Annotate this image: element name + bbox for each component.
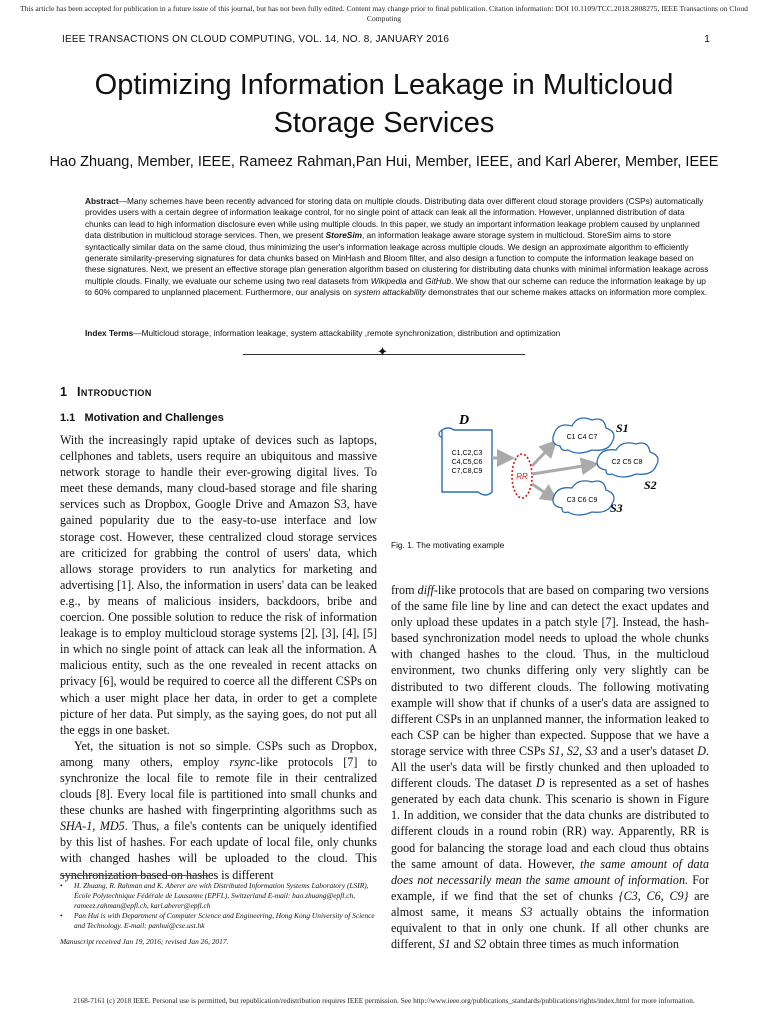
cloud-s1-label: S1 [616,421,629,435]
paragraph: Yet, the situation is not so simple. CSPs such as Dropbox, among many others, employ rsync-like protocols [7] to synchronize the local file to remote file in their centralized clouds [8]. Every local file is partitioned into small chunks and these chunks are hashed with fingerprinting algorithms such as SHA-1, MD5. Thus, a file's contents can be uniquely identified by this list of hashes. For each update of local file, only chunks with changed hashes will be uploaded to the cloud. This synchronization based on hashes is different [60,738,377,882]
copyright-footer: 2168-7161 (c) 2018 IEEE. Personal use is permitted, but republication/redistribution requires IEEE permission. See http://www.ieee.org/publications_standards/publications/rights/index.html for more information. [73,996,695,1005]
doc-chunks-line: C7,C8,C9 [451,468,483,475]
doc-chunks-line: C1,C2,C3 [451,450,483,457]
journal-name: IEEE TRANSACTIONS ON CLOUD COMPUTING, VOL. 14, NO. 8, JANUARY 2016 [62,34,450,45]
footnote-item: • H. Zhuang, R. Rahman and K. Aberer are with Distributed Information Systems Laboratory (LSIR), École Polytechnique Fédérale de Lausanne (EPFL), Switzerland E-mail: hao.zhuang@epfl.ch, rameez.rahman@epfl.ch, karl.aberer@epfl.ch [60,881,369,910]
cloud-s1-chunks: C1 C4 C7 [566,434,598,441]
page-number: 1 [704,34,710,45]
footnote-item: • Pan Hui is with Department of Computer Science and Engineering, Hong Kong University of Science and Technology. E-mail: panhui@cse.ust.hk [60,911,375,930]
paragraph: With the increasingly rapid uptake of devices such as laptops, cellphones and tablets, users require an ubiquitous and massive network storage to handle their ever-growing digital lives. To meet these demands, many cloud-based storage and file sharing services such as Dropbox, Google Drive and Amazon S3, have gained popularity due to the easy-to-use interface and low storage cost. However, these centralized cloud storage services are criticized for grabbing the control of users' data, which allows storage providers to run analytics for marketing and advertising [1]. Also, the information in users' data can be leaked e.g., by means of malicious insiders, backdoors, bribe and coercion. One possible solution to reduce the risk of information leakage is to employ multicloud storage systems [2], [3], [4], [5] in which no single point of attack can leak all the information. A malicious entity, such as the one revealed in recent attacks on privacy [6], would be required to coerce all the different CSPs on which a user might place her data, in order to get a complete picture of her data. Put simply, as the saying goes, do not put all the eggs in one basket. [60,433,377,737]
right-column-body [391,582,709,952]
running-header [62,34,710,45]
footnote-rule [60,875,210,876]
footnotes [60,881,377,947]
publication-notice: This article has been accepted for publication in a future issue of this journal, but has not been fully edited. Content may change prior to final publication. Citation information: DOI 10.1109/TCC.2018.2808275, IEEE Transactions on Cloud Computing [20,4,748,23]
cloud-s3-label: S3 [610,501,623,515]
left-column-body [60,432,377,883]
cloud-s3-chunks: C3 C6 C9 [566,497,598,504]
motivating-example-figure [420,408,710,532]
paper-title: Optimizing Information Leakage in Multicloud Storage Services [94,69,674,139]
cloud-s2-chunks: C2 C5 C8 [611,459,643,466]
index-terms: Index Terms—Multicloud storage, information leakage, system attackability ,remote synchronization, distribution and optimization [85,328,561,338]
dataset-label: D [458,413,470,428]
doc-chunks-line: C4,C5,C6 [451,459,483,466]
abstract-label: Abstract [85,196,119,206]
subsection-heading: 1.1 Motivation and Challenges [60,412,224,424]
separator-diamond-icon: ✦ [377,345,388,360]
section-heading: 1 Introduction [60,385,152,399]
paragraph: from diff-like protocols that are based on comparing two versions of the same file line by line and can detect the exact updates and only upload these updates in a patch style [7]. Instead, the hash-based synchronization model needs to upload the whole chunks with changed hashes to the cloud. Thus, in the multicloud environment, two chunks differing only very slightly can be distributed to two different clouds. The following motivating example will show that if chunks of a user's data are assigned to different CSPs in an unplanned manner, the information leaked to each CSP can be higher than expected. Suppose that we have a storage service with three CSPs S1, S2, S3 and a user's dataset D. All the user's data will be firstly chunked and then uploaded to different clouds. The dataset D is represented as a set of hashes generated by each data chunk. This scenario is shown in Figure 1. In addition, we consider that the data chunks are distributed to different clouds in a round robin (RR) way. Apparently, RR is good for balancing the storage load and each cloud thus obtains the same amount of data. However, the same amount of data does not necessarily mean the same amount of information. For example, if we find that the set of chunks {C3, C6, C9} are almost same, it means S3 actually obtains the information equivalent to that in only one chunk. If all other chunks are different, S1 and S2 obtain three times as much information [391,583,710,952]
figure-caption: Fig. 1. The motivating example [391,540,505,550]
index-terms-label: Index Terms [85,328,134,338]
author-list: Hao Zhuang, Member, IEEE, Rameez Rahman,Pan Hui, Member, IEEE, and Karl Aberer, Member, IEEE [49,154,719,170]
abstract: Abstract—Many schemes have been recently advanced for storing data on multiple clouds. Distributing data over different cloud storage providers (CSPs) automatically provides users with a certain degree of information leakage control, for no single point of attack can leak all the information. However, unplanned distribution of data chunks can lead to high information disclosure even while using multiple clouds. In this paper, we study an important information leakage problem caused by unplanned data distribution in multicloud storage services. Then, we present StoreSim, an information leakage aware storage system in multicloud. StoreSim aims to store syntactically similar data on the same cloud, thus minimizing the user's information leakage across multiple clouds. We design an approximate algorithm to efficiently generate similarity-preserving signatures for data chunks based on MinHash and Bloom filter, and also design a function to compute the information leakage based on these signatures. Next, we present an effective storage plan generation algorithm based on clustering for distributing data chunks with minimal information leakage across multiple clouds. Finally, we evaluate our scheme using two real datasets from Wikipedia and GitHub. We show that our scheme can reduce the information leakage by up to 60% compared to unplanned placement. Furthermore, our analysis on system attackability demonstrates that our scheme makes attacks on information more complex. [85,196,709,298]
rr-label: RR [516,472,528,481]
manuscript-dates: Manuscript received Jan 19, 2016; revised Jan 26, 2017. [60,937,229,946]
cloud-s2-label: S2 [644,478,657,492]
